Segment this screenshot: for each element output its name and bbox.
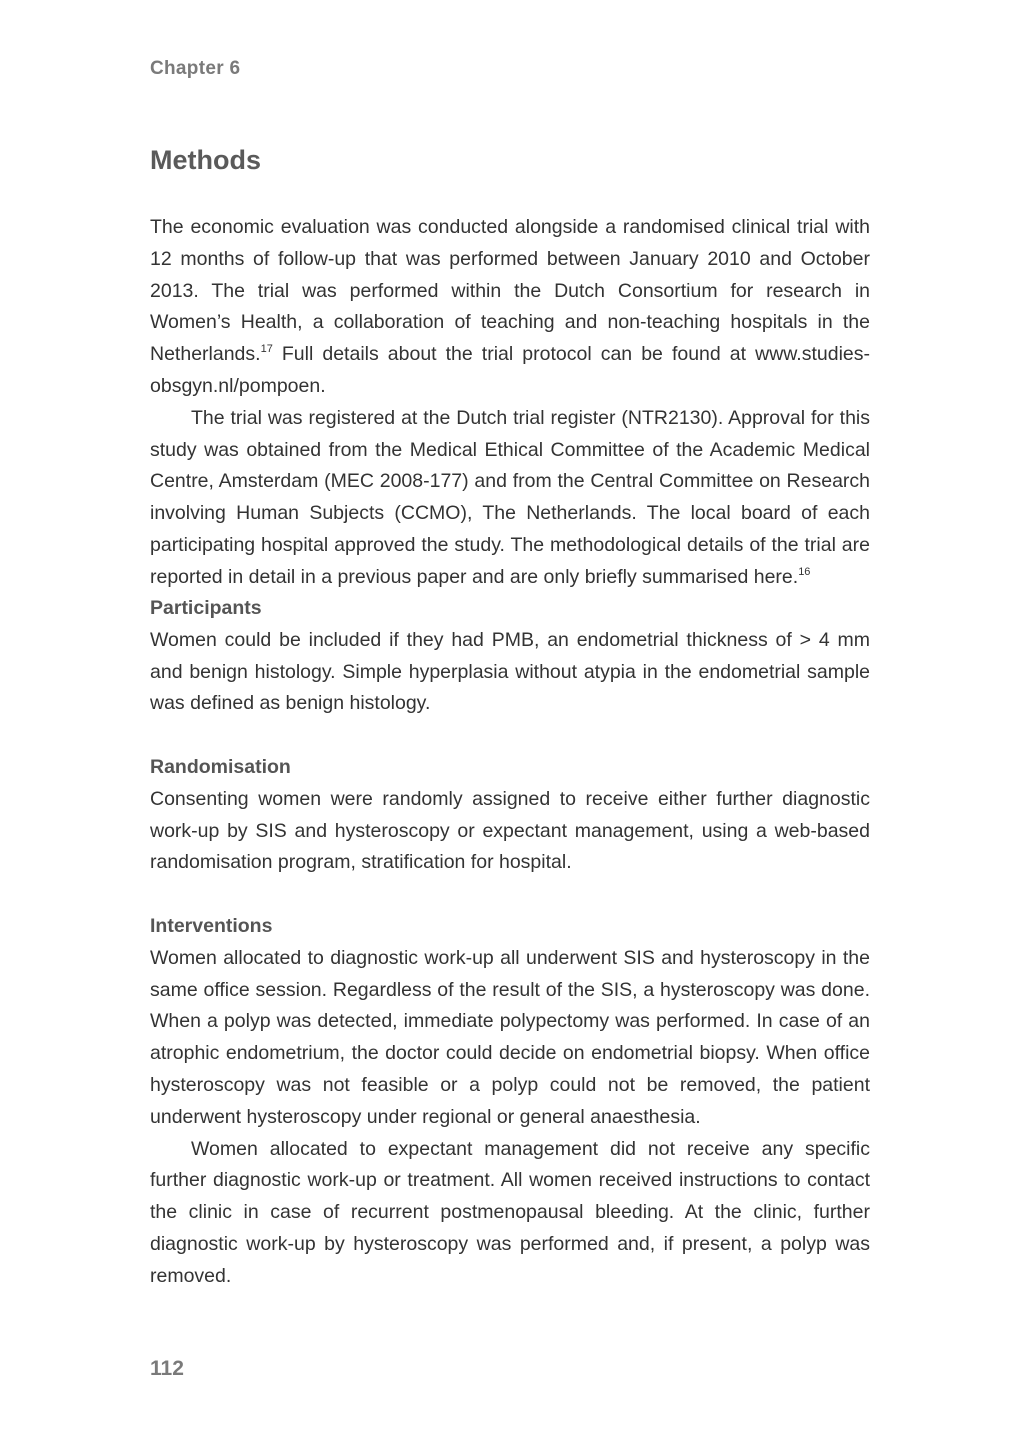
intro-paragraph-2 bbox=[150, 403, 870, 594]
randomisation-text: Consenting women were randomly assigned to receive either further diagnostic work-up by SIS and hysteroscopy or expectant management, using a web-based randomisation program, stratification for hospital. bbox=[150, 787, 870, 874]
intro-paragraph-2-text: The trial was registered at the Dutch trial register (NTR2130). Approval for this study was obtained from the Medical Ethical Committee of the Academic Medical Centre, Amsterdam (MEC 2008-177) and from the Central Committee on Research involving Human Subjects (CCMO), The Netherlands. The local board of each participating hospital approved the study. The methodological details of the trial are reported in detail in a previous paper and are only briefly summarised here. bbox=[150, 406, 870, 588]
reference-17: 17 bbox=[260, 343, 273, 356]
participants-heading: Participants bbox=[150, 597, 262, 619]
running-head: Chapter 6 bbox=[150, 58, 241, 79]
interventions-paragraph-2: Women allocated to expectant management did not receive any specific further diagnostic work-up or treatment. All women received instructions to contact the clinic in case of recurrent postmenopausal bleeding. At the clinic, further diagnostic work-up by hysteroscopy was performed and, if present, a polyp was removed. bbox=[150, 1137, 870, 1287]
page-number: 112 bbox=[150, 1357, 184, 1380]
interventions-section bbox=[150, 911, 870, 1293]
randomisation-heading: Randomisation bbox=[150, 756, 291, 778]
interventions-heading: Interventions bbox=[150, 915, 273, 937]
reference-16: 16 bbox=[798, 565, 811, 578]
intro-paragraph-1 bbox=[150, 212, 870, 403]
interventions-paragraph-1: Women allocated to diagnostic work-up all underwent SIS and hysteroscopy in the same office session. Regardless of the result of the SIS, a hysteroscopy was done. When a polyp was detected, immediate polypectomy was performed. In case of an atrophic endometrium, the doctor could decide on endometrial biopsy. When office hysteroscopy was not feasible or a polyp could not be removed, the patient underwent hysteroscopy under regional or general anaesthesia. bbox=[150, 946, 870, 1128]
intro-section bbox=[150, 212, 870, 594]
participants-section bbox=[150, 593, 870, 720]
intro-paragraph-1-tail: Full details about the trial protocol can be found at www.studies-obsgyn.nl/pompoen. bbox=[150, 343, 870, 397]
participants-text: Women could be included if they had PMB, an endometrial thickness of > 4 mm and benign histology. Simple hyperplasia without atypia in the endometrial sample was defined as benign histology. bbox=[150, 628, 870, 715]
section-title: Methods bbox=[150, 145, 261, 175]
intro-paragraph-1-text: The economic evaluation was conducted alongside a randomised clinical trial with 12 months of follow-up that was performed between January 2010 and October 2013. The trial was performed within the Dutch Consortium for research in Women’s Health, a collaboration of teaching and non-teaching hospitals in the Netherlands. bbox=[150, 216, 870, 366]
randomisation-section bbox=[150, 752, 870, 879]
